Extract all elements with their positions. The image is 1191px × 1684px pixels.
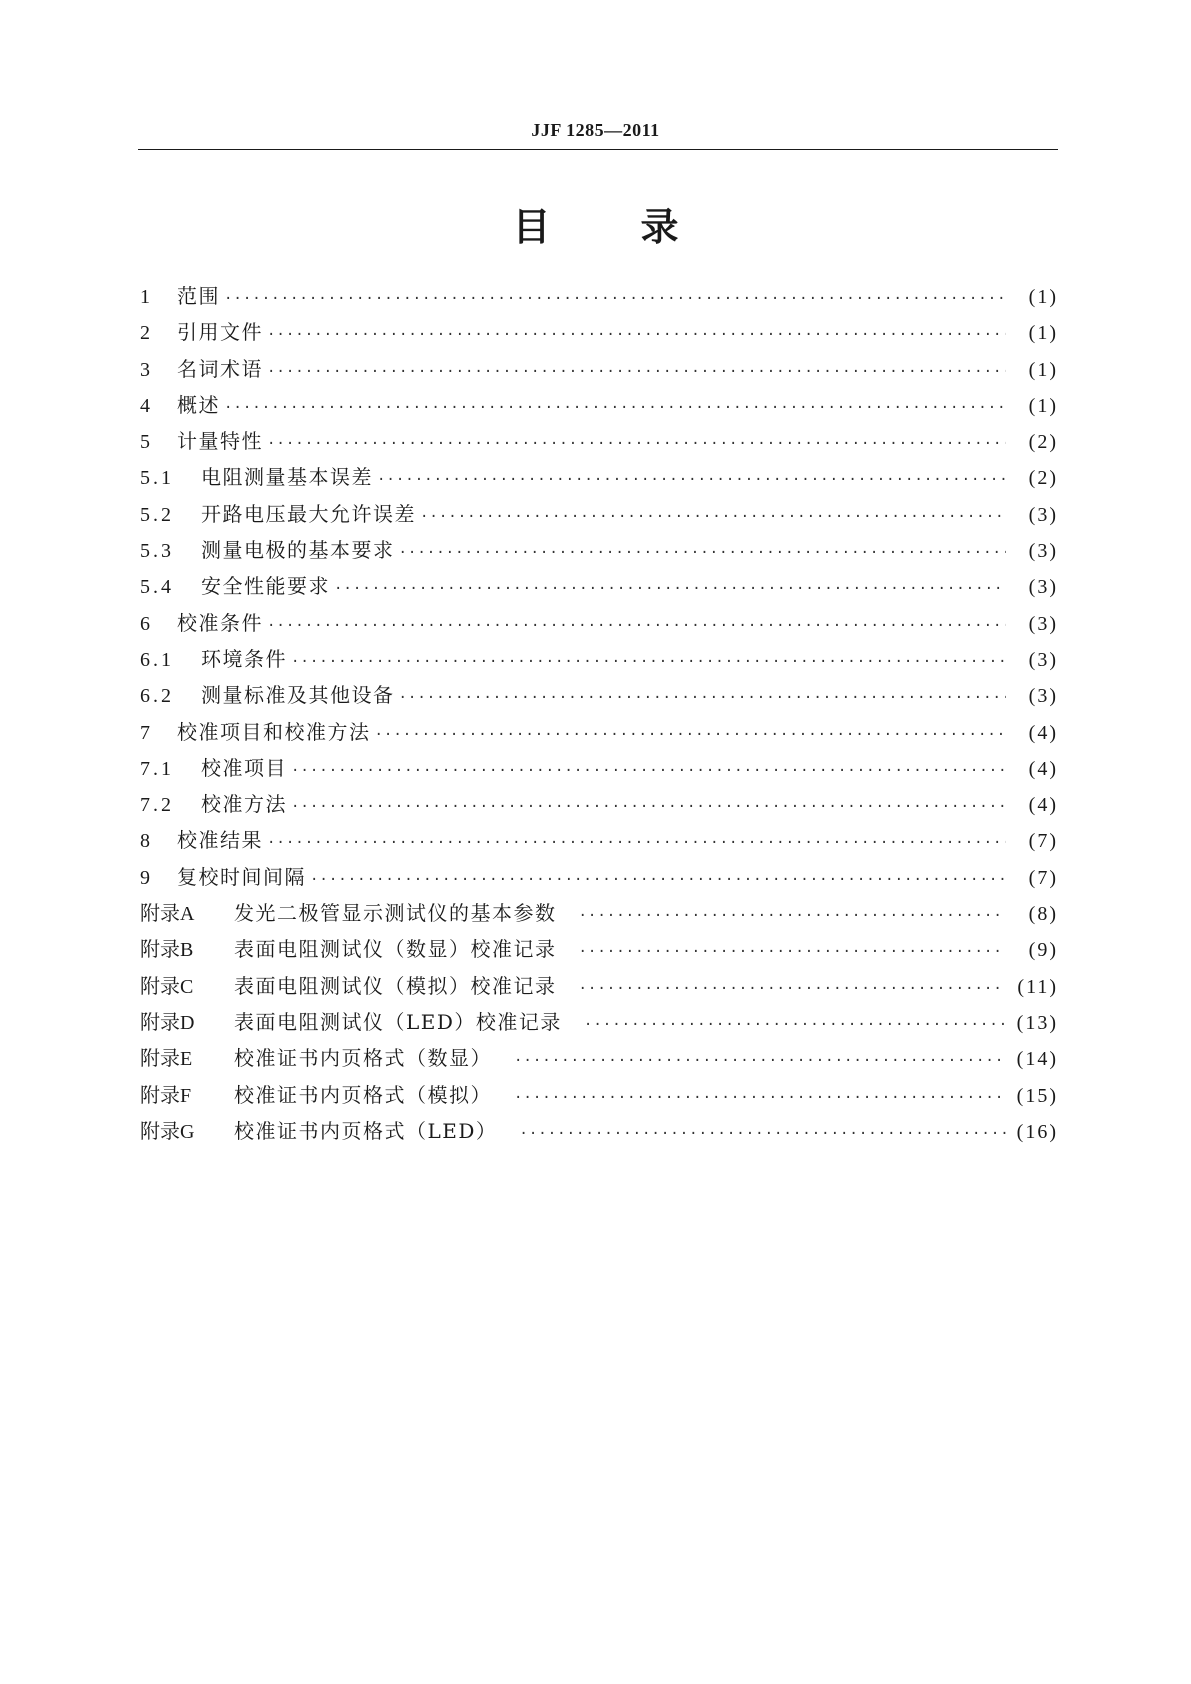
toc-entry-number: 附录E bbox=[140, 1048, 193, 1071]
toc-entry-number: 附录G bbox=[140, 1120, 195, 1143]
toc-entry[interactable] bbox=[140, 677, 1058, 713]
toc-entry-title: 校准结果 bbox=[177, 828, 263, 853]
toc-entry-title: 校准方法 bbox=[201, 792, 287, 817]
toc-entry-number: 7.2 bbox=[140, 794, 174, 817]
toc-entry-number: 1 bbox=[140, 286, 150, 308]
toc-entry-title: 表面电阻测试仪（数显）校准记录 bbox=[234, 937, 557, 962]
toc-entry-number: 9 bbox=[140, 866, 150, 889]
toc-entry[interactable] bbox=[140, 496, 1058, 532]
toc-dot-leader bbox=[267, 825, 1006, 861]
toc-entry[interactable] bbox=[140, 1004, 1058, 1040]
toc-entry-title: 校准项目和校准方法 bbox=[177, 719, 371, 744]
toc-entry-number: 2 bbox=[140, 322, 150, 345]
toc-dot-leader bbox=[514, 1043, 1006, 1079]
toc-entry-title: 范围 bbox=[177, 284, 220, 308]
toc-entry[interactable] bbox=[140, 351, 1058, 387]
toc-entry-title: 概述 bbox=[177, 392, 220, 417]
toc-entry-number: 附录A bbox=[140, 903, 195, 926]
toc-dot-leader bbox=[399, 680, 1007, 716]
toc-entry-number: 5.2 bbox=[140, 503, 174, 526]
toc-entry-title: 校准项目 bbox=[201, 755, 287, 780]
toc-entry-title: 校准证书内页格式（模拟） bbox=[234, 1082, 492, 1107]
toc-entry[interactable] bbox=[140, 714, 1058, 750]
toc-dot-leader bbox=[579, 971, 1007, 1007]
toc-entry[interactable] bbox=[140, 1113, 1058, 1149]
toc-entry[interactable] bbox=[140, 968, 1058, 1004]
page-title: 目录 bbox=[512, 205, 769, 249]
toc-dot-leader bbox=[267, 608, 1006, 644]
document-code-header: JJF 1285—2011 bbox=[531, 120, 660, 140]
toc-dot-leader bbox=[334, 571, 1006, 607]
toc-dot-leader bbox=[310, 862, 1006, 898]
toc-entry-title: 校准证书内页格式（数显） bbox=[234, 1046, 492, 1071]
toc-dot-leader bbox=[584, 1007, 1006, 1043]
toc-entry-number: 附录C bbox=[140, 975, 194, 998]
toc-dot-leader bbox=[224, 390, 1006, 426]
toc-entry[interactable] bbox=[140, 931, 1058, 967]
toc-entry-number: 3 bbox=[140, 358, 150, 381]
toc-entry-page: (14) bbox=[1016, 1048, 1058, 1071]
toc-entry-title: 校准证书内页格式（LED） bbox=[234, 1118, 498, 1143]
toc-dot-leader bbox=[224, 281, 1006, 317]
toc-entry-number: 5.3 bbox=[140, 540, 174, 563]
toc-entry[interactable] bbox=[140, 786, 1058, 822]
toc-entry-number: 8 bbox=[140, 830, 150, 853]
toc-dot-leader bbox=[579, 934, 1007, 970]
toc-entry[interactable] bbox=[140, 387, 1058, 423]
toc-entry-page: (13) bbox=[1016, 1011, 1058, 1034]
toc-entry-page: (4) bbox=[1028, 721, 1058, 744]
toc-dot-leader bbox=[291, 753, 1006, 789]
toc-dot-leader bbox=[377, 462, 1006, 498]
toc-entry-number: 6.2 bbox=[140, 685, 174, 708]
toc-dot-leader bbox=[267, 317, 1006, 353]
toc-entry[interactable] bbox=[140, 1077, 1058, 1113]
toc-entry-page: (3) bbox=[1028, 576, 1058, 599]
toc-entry[interactable] bbox=[140, 423, 1058, 459]
toc-entry-number: 5 bbox=[140, 431, 150, 454]
toc-dot-leader bbox=[375, 717, 1007, 753]
toc-entry-page: (8) bbox=[1028, 903, 1058, 926]
toc-dot-leader bbox=[514, 1080, 1006, 1116]
toc-entry-page: (9) bbox=[1028, 939, 1058, 962]
toc-entry-page: (7) bbox=[1028, 830, 1058, 853]
toc-entry-title: 校准条件 bbox=[177, 610, 263, 635]
toc-entry-number: 附录D bbox=[140, 1011, 195, 1034]
toc-dot-leader bbox=[519, 1116, 1006, 1152]
toc-entry-page: (16) bbox=[1016, 1120, 1058, 1143]
toc-entry[interactable] bbox=[140, 1040, 1058, 1076]
toc-dot-leader bbox=[399, 535, 1007, 571]
toc-dot-leader bbox=[579, 898, 1007, 934]
toc-entry[interactable] bbox=[140, 278, 1058, 314]
toc-entry[interactable] bbox=[140, 605, 1058, 641]
toc-entry[interactable] bbox=[140, 895, 1058, 931]
toc-entry-page: (3) bbox=[1028, 648, 1058, 671]
toc-entry-number: 附录B bbox=[140, 939, 194, 962]
toc-entry-title: 安全性能要求 bbox=[201, 574, 330, 599]
toc-entry[interactable] bbox=[140, 859, 1058, 895]
toc-entry-title: 计量特性 bbox=[177, 429, 263, 454]
toc-entry-page: (4) bbox=[1028, 757, 1058, 780]
toc-entry-title: 开路电压最大允许误差 bbox=[201, 501, 416, 526]
toc-entry-title: 电阻测量基本误差 bbox=[201, 465, 373, 490]
toc-entry-page: (15) bbox=[1016, 1084, 1058, 1107]
toc-entry-page: (3) bbox=[1028, 685, 1058, 708]
toc-entry-number: 5.1 bbox=[140, 467, 174, 490]
toc-entry[interactable] bbox=[140, 314, 1058, 350]
toc-dot-leader bbox=[267, 354, 1006, 390]
toc-dot-leader bbox=[267, 426, 1006, 462]
toc-entry[interactable] bbox=[140, 641, 1058, 677]
toc-entry-number: 5.4 bbox=[140, 576, 174, 599]
toc-entry-number: 6.1 bbox=[140, 648, 174, 671]
toc-entry-title: 名词术语 bbox=[177, 356, 263, 381]
toc-entry-page: (3) bbox=[1028, 540, 1058, 563]
toc-entry[interactable] bbox=[140, 568, 1058, 604]
toc-entry[interactable] bbox=[140, 459, 1058, 495]
toc-entry-number: 6 bbox=[140, 612, 150, 635]
toc-entry-number: 7.1 bbox=[140, 757, 174, 780]
toc-entry-page: (3) bbox=[1028, 503, 1058, 526]
toc-entry-page: (11) bbox=[1017, 975, 1058, 998]
toc-entry-number: 7 bbox=[140, 721, 150, 744]
table-of-contents bbox=[140, 278, 1058, 1149]
toc-entry-title: 测量标准及其他设备 bbox=[201, 683, 395, 708]
header-divider bbox=[138, 149, 1058, 150]
toc-dot-leader bbox=[291, 644, 1006, 680]
toc-entry-number: 附录F bbox=[140, 1084, 192, 1107]
toc-entry-title: 发光二极管显示测试仪的基本参数 bbox=[234, 901, 557, 926]
toc-entry-number: 4 bbox=[140, 394, 150, 417]
toc-dot-leader bbox=[291, 789, 1006, 825]
toc-entry-page: (7) bbox=[1028, 866, 1058, 889]
toc-entry-title: 引用文件 bbox=[177, 320, 263, 345]
toc-entry-page: (2) bbox=[1028, 467, 1058, 490]
toc-entry-title: 表面电阻测试仪（LED）校准记录 bbox=[234, 1009, 562, 1034]
toc-entry-page: (4) bbox=[1028, 794, 1058, 817]
toc-entry-title: 环境条件 bbox=[201, 646, 287, 671]
toc-entry-title: 测量电极的基本要求 bbox=[201, 538, 395, 563]
toc-entry-title: 表面电阻测试仪（模拟）校准记录 bbox=[234, 973, 557, 998]
toc-entry-page: (3) bbox=[1028, 612, 1058, 635]
toc-entry-title: 复校时间间隔 bbox=[177, 864, 306, 889]
toc-entry-page: (1) bbox=[1028, 358, 1058, 381]
toc-entry-page: (1) bbox=[1028, 394, 1058, 417]
toc-entry-page: (1) bbox=[1028, 322, 1058, 345]
toc-entry-page: (1) bbox=[1028, 286, 1058, 308]
toc-dot-leader bbox=[420, 499, 1006, 535]
toc-entry-page: (2) bbox=[1028, 431, 1058, 454]
toc-entry[interactable] bbox=[140, 822, 1058, 858]
toc-entry[interactable] bbox=[140, 750, 1058, 786]
toc-entry[interactable] bbox=[140, 532, 1058, 568]
